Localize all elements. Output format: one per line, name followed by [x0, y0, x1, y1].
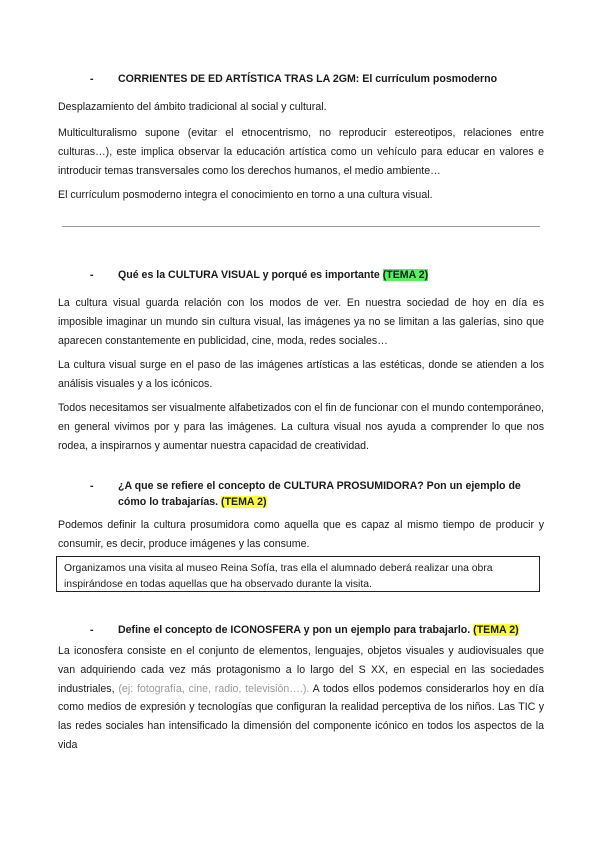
- section3-paragraph-1: Podemos definir la cultura prosumidora como aquella que es capaz al mismo tiempo de producir y consumir, es decir, produce imágenes y las consume.: [58, 519, 544, 550]
- tema-tag: (TEMA 2): [221, 496, 267, 508]
- bullet-dash: -: [90, 624, 94, 636]
- section4-text-b: A todos ellos podemos considerarlos hoy en día como medios de expresión y tecnologías que configuran la realidad perceptiva de los niños. Las TIC y las redes sociales han intensificado la dimensión del componente icónico en todos los aspectos de la vida: [58, 682, 544, 751]
- section4-examples: (ej: fotografía, cine, radio, televisión….).: [118, 682, 310, 695]
- section1-paragraph-2: Multiculturalismo supone (evitar el etnocentrismo, no reproducir estereotipos, relaciones entre culturas…), este implica observar la educación artística como un vehículo para educar en valores e introducir temas transversales como los derechos humanos, el medio ambiente…: [58, 127, 544, 177]
- bullet-dash: -: [90, 73, 94, 85]
- example-box: Organizamos una visita al museo Reina Sofía, tras ella el alumnado deberá realizar una obra inspirándose en todas aquellas que ha observado durante la visita.: [56, 556, 540, 592]
- bullet-dash: -: [90, 269, 94, 281]
- section2-paragraph-3: Todos necesitamos ser visualmente alfabetizados con el fin de funcionar con el mundo contemporáneo, en general vivimos por y para las imágenes. La cultura visual nos ayuda a comprender lo que nos rodea, a inspirarnos y aumentar nuestra capacidad de creatividad.: [58, 402, 544, 452]
- section3-heading-text: ¿A que se refiere el concepto de CULTURA PROSUMIDORA? Pon un ejemplo de cómo lo trabajarías.: [118, 480, 521, 508]
- bullet-dash: -: [90, 480, 94, 492]
- section2-paragraph-1: La cultura visual guarda relación con los modos de ver. En nuestra sociedad de hoy en día es imposible imaginar un mundo sin cultura visual, las imágenes ya no se limitan a las galerías, sino que aparecen constantemente en publicidad, cine, moda, redes sociales…: [58, 297, 544, 347]
- section2-heading-text: Qué es la CULTURA VISUAL y porqué es importante: [118, 269, 380, 281]
- section1-heading-text: CORRIENTES DE ED ARTÍSTICA TRAS LA 2GM: El currículum posmoderno: [118, 73, 498, 85]
- section4-paragraph-1: [58, 642, 544, 755]
- section2-paragraph-2: La cultura visual surge en el paso de las imágenes artísticas a las estéticas, donde se atienden a los análisis visuales y a los icónicos.: [58, 359, 544, 390]
- tema-tag: (TEMA 2): [382, 269, 429, 281]
- section4-text-a: La iconosfera consiste en el conjunto de elementos, lenguajes, objetos visuales y audiovisuales que van adquiriendo cada vez más protagonismo a lo largo del S XX, en especial en las sociedades industriales,: [58, 645, 544, 695]
- section1-paragraph-1: Desplazamiento del ámbito tradicional al social y cultural.: [58, 101, 327, 113]
- horizontal-divider: [62, 226, 540, 227]
- section1-paragraph-3: El currículum posmoderno integra el conocimiento en torno a una cultura visual.: [58, 189, 433, 201]
- section4-heading-text: Define el concepto de ICONOSFERA y pon un ejemplo para trabajarlo.: [118, 624, 471, 636]
- tema-tag: (TEMA 2): [473, 624, 519, 636]
